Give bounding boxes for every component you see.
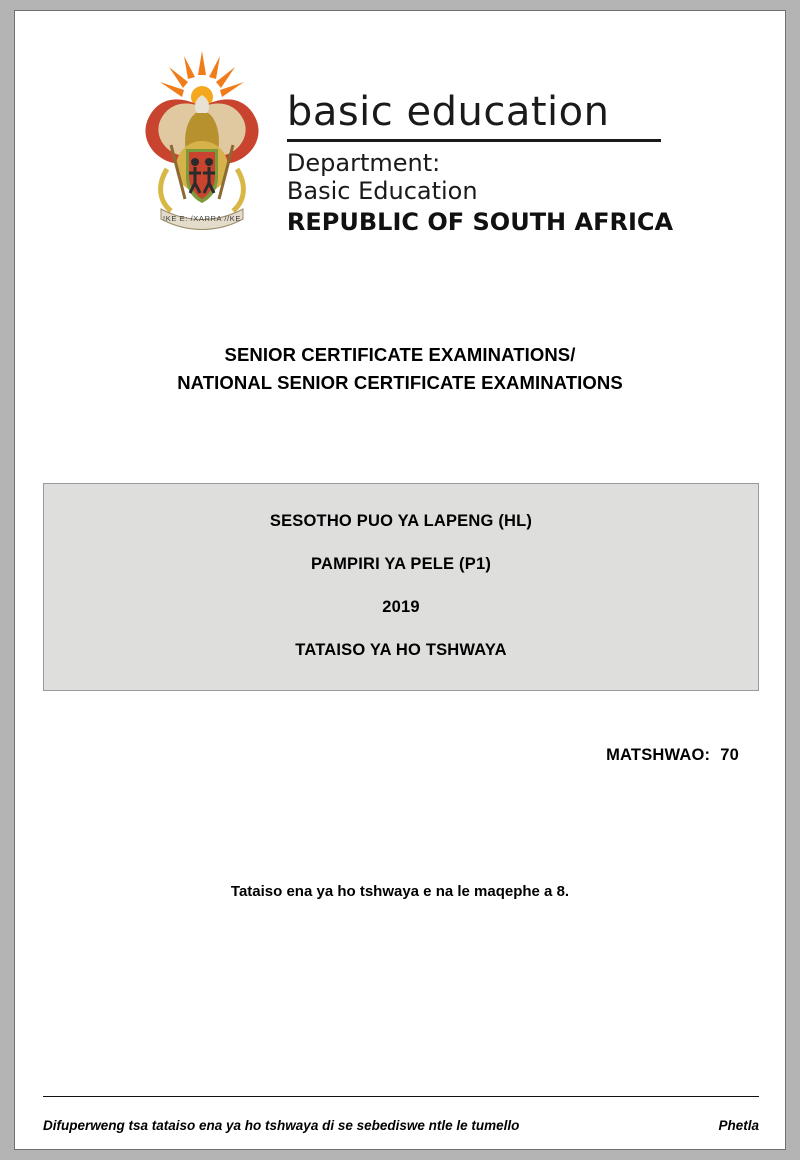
paper-number: PAMPIRI YA PELE (P1) [310,555,492,573]
department-label: Department: [286,149,441,177]
exam-heading-line-1: SENIOR CERTIFICATE EXAMINATIONS/ [224,344,576,365]
exam-heading [15,341,785,397]
svg-text:!KE E: /XARRA //KE: !KE E: /XARRA //KE [162,214,241,223]
copyright-note: Difuperweng tsa tataiso ena ya ho tshwaya di se sebediswe ntle le tumello [43,1118,520,1133]
marks-line [606,746,739,765]
department-name: Basic Education [286,177,478,206]
turn-over-note: Phetla [718,1118,759,1133]
page-footer [43,1118,759,1133]
page-count-note: Tataiso ena ya ho tshwaya e na le maqephe a 8. [230,883,570,900]
exam-heading-line-2: NATIONAL SENIOR CERTIFICATE EXAMINATIONS [177,371,623,393]
south-africa-coat-of-arms-icon [127,49,277,234]
exam-year: 2019 [382,598,420,616]
brand-title: basic education [286,89,610,135]
document-header [15,49,785,237]
subject-name: SESOTHO PUO YA LAPENG (HL) [269,512,533,530]
country-name: REPUBLIC OF SOUTH AFRICA [286,207,674,236]
exam-cover-page [14,10,786,1150]
marks-label: MATSHWAO: [606,746,711,764]
document-type: TATAISO YA HO TSHWAYA [295,641,507,659]
marks-value: 70 [720,746,739,764]
department-wordmark [287,49,673,237]
footer-divider [43,1096,759,1097]
brand-underline [287,139,661,142]
subject-info-box [43,483,759,691]
